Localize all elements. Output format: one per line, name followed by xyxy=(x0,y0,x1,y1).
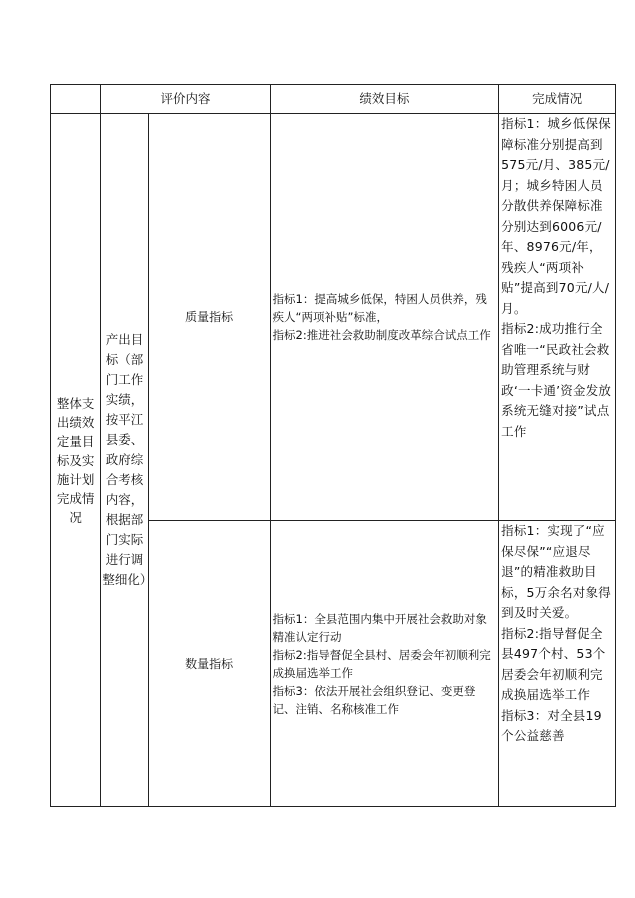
header-eval-content: 评价内容 xyxy=(101,85,270,114)
quantity-indicator-cell: 数量指标 xyxy=(148,521,270,807)
quality-indicator-cell: 质量指标 xyxy=(148,114,270,521)
quantity-completion-cell: 指标1：实现了“应保尽保”“应退尽退”的精准救助目标，5万余名对象得到及时关爱。 指标2:指导督促全县497个村、53个居委会年初顺利完成换届选举工作 指标3：对全县19个公益慈善 xyxy=(499,521,616,807)
left-category-cell: 整体支出绩效定量目标及实施计划完成情况 xyxy=(51,114,101,807)
quality-targets-cell: 指标1：提高城乡低保，特困人员供养，残疾人“两项补贴”标准， 指标2:推进社会救助制度改革综合试点工作 xyxy=(270,114,499,521)
header-perf-target: 绩效目标 xyxy=(270,85,499,114)
performance-table xyxy=(50,84,616,807)
quality-completion-cell: 指标1：城乡低保保障标准分别提高到575元/月、385元/月；城乡特困人员分散供养保障标准分别达到6006元/年、8976元/年，残疾人“两项补贴”提高到70元/人/月。 指标2:成功推行全省唯一“民政社会救助管理系统与财政‘一卡通’资金发放系统无缝对接”试点工作 xyxy=(499,114,616,521)
header-completion: 完成情况 xyxy=(499,85,616,114)
quantity-targets-cell: 指标1：全县范围内集中开展社会救助对象精准认定行动 指标2:指导督促全县村、居委会年初顺利完成换届选举工作 指标3：依法开展社会组织登记、变更登记、注销、名称核准工作 xyxy=(270,521,499,807)
sub-category-cell: 产出目标（部门工作实绩，按平江县委、政府综合考核内容，根据部门实际进行调整细化） xyxy=(101,114,148,807)
table-row-quality xyxy=(51,114,616,521)
header-left-empty xyxy=(51,85,101,114)
table-header-row xyxy=(51,85,616,114)
